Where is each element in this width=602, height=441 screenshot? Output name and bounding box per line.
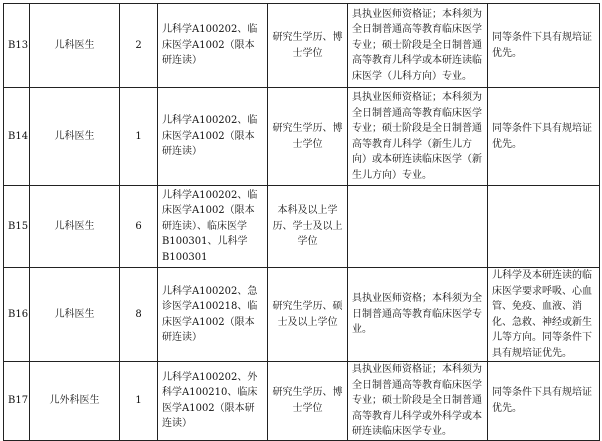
major-requirement: 儿科学A100202、临床医学A1002（限本研连读） <box>158 88 268 186</box>
positions-table <box>3 3 600 441</box>
major-requirement: 儿科学A100202、临床医学A1002（限本研连读）、临床医学B100301、儿科学B100301 <box>158 186 268 268</box>
qualification-requirement: 具执业医师资格证；本科须为全日制普通高等教育临床医学专业；硕士阶段是全日制普通高等教育儿科学或本研连读临床医学（儿科方向）专业。 <box>348 4 488 88</box>
position-name: 儿科医生 <box>30 88 120 186</box>
hiring-count: 1 <box>120 88 158 186</box>
qualification-requirement: 具执业医师资格证；本科须为全日制普通高等教育临床医学专业；硕士阶段是全日制普通高等教育儿科学（新生儿方向）或本研连读临床医学（新生儿方向）专业。 <box>348 88 488 186</box>
table-row <box>4 4 600 88</box>
education-requirement: 研究生学历、博士学位 <box>268 88 348 186</box>
position-name: 儿外科医生 <box>30 362 120 441</box>
qualification-requirement: 具执业医师资格证；本科须为全日制普通高等教育临床医学专业；硕士阶段是全日制普通高等教育儿科学或外科学或本研连读临床医学专业。 <box>348 362 488 441</box>
remarks: 儿科学及本研连读的临床医学要求呼吸、心血管、免疫、血液、消化、急救、神经或新生儿等方向。同等条件下具有规培证优先。 <box>488 268 600 362</box>
hiring-count: 1 <box>120 362 158 441</box>
position-code: B17 <box>4 362 30 441</box>
remarks: 同等条件下具有规培证优先。 <box>488 362 600 441</box>
major-requirement: 儿科学A100202、急诊医学A100218、临床医学A1002（限本研连读） <box>158 268 268 362</box>
table-row <box>4 362 600 441</box>
major-requirement: 儿科学A100202、临床医学A1002（限本研连读） <box>158 4 268 88</box>
qualification-requirement: 具执业医师资格；本科须为全日制普通高等教育临床医学专业。 <box>348 268 488 362</box>
position-name: 儿科医生 <box>30 186 120 268</box>
position-code: B16 <box>4 268 30 362</box>
education-requirement: 研究生学历、博士学位 <box>268 4 348 88</box>
position-code: B13 <box>4 4 30 88</box>
major-requirement: 儿科学A100202、外科学A100210、临床医学A1002（限本研连读） <box>158 362 268 441</box>
position-name: 儿科医生 <box>30 268 120 362</box>
remarks: 同等条件下具有规培证优先。 <box>488 4 600 88</box>
position-name: 儿科医生 <box>30 4 120 88</box>
education-requirement: 研究生学历、硕士及以上学位 <box>268 268 348 362</box>
hiring-count: 6 <box>120 186 158 268</box>
table-row <box>4 186 600 268</box>
education-requirement: 本科及以上学历、学士及以上学位 <box>268 186 348 268</box>
position-code: B15 <box>4 186 30 268</box>
hiring-count: 2 <box>120 4 158 88</box>
qualification-requirement <box>348 186 488 268</box>
remarks <box>488 186 600 268</box>
remarks: 同等条件下具有规培证优先。 <box>488 88 600 186</box>
position-code: B14 <box>4 88 30 186</box>
hiring-count: 8 <box>120 268 158 362</box>
table-row <box>4 88 600 186</box>
table-row <box>4 268 600 362</box>
education-requirement: 研究生学历、博士学位 <box>268 362 348 441</box>
